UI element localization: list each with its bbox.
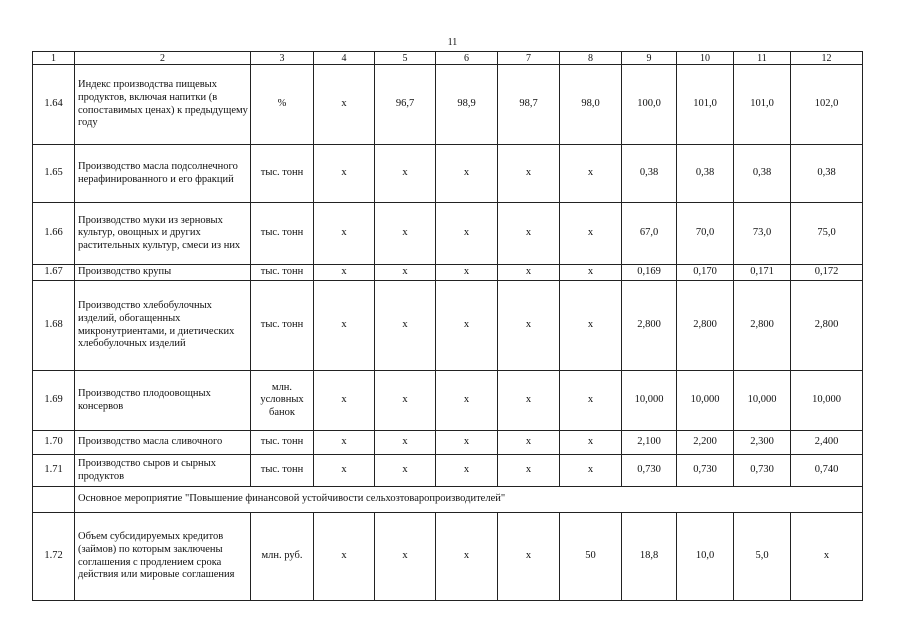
indicator-name: Производство муки из зерновых культур, овощных и других растительных культур, смеси из них: [75, 203, 251, 265]
table-row: [33, 455, 863, 487]
value-cell: х: [314, 455, 375, 487]
value-cell: х: [436, 281, 498, 371]
column-header: 12: [791, 52, 863, 65]
value-cell: 67,0: [622, 203, 677, 265]
value-cell: х: [314, 431, 375, 455]
value-cell: х: [498, 145, 560, 203]
table-row: [33, 431, 863, 455]
value-cell: 0,730: [622, 455, 677, 487]
value-cell: х: [560, 281, 622, 371]
column-header: 11: [734, 52, 791, 65]
page-number: 11: [447, 37, 458, 48]
value-cell: х: [560, 265, 622, 281]
unit-cell: тыс. тонн: [251, 145, 314, 203]
unit-cell: млн. условных банок: [251, 371, 314, 431]
row-number: 1.66: [33, 203, 75, 265]
indicator-name: Производство масла подсолнечного нерафинированного и его фракций: [75, 145, 251, 203]
value-cell: 10,000: [677, 371, 734, 431]
column-header: 2: [75, 52, 251, 65]
column-header: 3: [251, 52, 314, 65]
value-cell: х: [498, 455, 560, 487]
table-row: [33, 65, 863, 145]
value-cell: х: [498, 281, 560, 371]
row-number: 1.64: [33, 65, 75, 145]
indicator-name: Производство плодоовощных консервов: [75, 371, 251, 431]
value-cell: х: [560, 203, 622, 265]
value-cell: х: [498, 371, 560, 431]
value-cell: х: [436, 513, 498, 601]
value-cell: х: [498, 513, 560, 601]
value-cell: х: [436, 203, 498, 265]
value-cell: х: [375, 203, 436, 265]
table-header-row: [33, 52, 863, 65]
indicator-name: Производство масла сливочного: [75, 431, 251, 455]
value-cell: 50: [560, 513, 622, 601]
row-number: 1.72: [33, 513, 75, 601]
row-number: 1.69: [33, 371, 75, 431]
column-header: 7: [498, 52, 560, 65]
value-cell: 2,800: [791, 281, 863, 371]
value-cell: 0,740: [791, 455, 863, 487]
value-cell: 0,38: [622, 145, 677, 203]
empty-cell: [33, 487, 75, 513]
value-cell: х: [375, 513, 436, 601]
value-cell: х: [436, 145, 498, 203]
row-number: 1.71: [33, 455, 75, 487]
value-cell: х: [314, 371, 375, 431]
value-cell: 75,0: [791, 203, 863, 265]
value-cell: 0,730: [677, 455, 734, 487]
value-cell: х: [375, 431, 436, 455]
value-cell: х: [436, 431, 498, 455]
value-cell: 10,0: [677, 513, 734, 601]
value-cell: х: [314, 203, 375, 265]
value-cell: 73,0: [734, 203, 791, 265]
value-cell: 2,100: [622, 431, 677, 455]
section-title: Основное мероприятие "Повышение финансовой устойчивости сельхозтоваропроизводителей": [75, 487, 863, 513]
value-cell: х: [436, 455, 498, 487]
column-header: 10: [677, 52, 734, 65]
indicator-name: Объем субсидируемых кредитов (займов) по которым заключены соглашения с продлением срока действия или мировые соглашения: [75, 513, 251, 601]
table-row: [33, 371, 863, 431]
table-row: [33, 281, 863, 371]
column-header: 5: [375, 52, 436, 65]
unit-cell: тыс. тонн: [251, 431, 314, 455]
table-row: [33, 265, 863, 281]
value-cell: х: [436, 371, 498, 431]
value-cell: х: [375, 455, 436, 487]
value-cell: х: [375, 145, 436, 203]
indicator-name: Индекс производства пищевых продуктов, включая напитки (в сопоставимых ценах) к предыдущему году: [75, 65, 251, 145]
value-cell: 2,800: [677, 281, 734, 371]
unit-cell: тыс. тонн: [251, 455, 314, 487]
section-row: [33, 487, 863, 513]
value-cell: 98,7: [498, 65, 560, 145]
value-cell: 98,9: [436, 65, 498, 145]
value-cell: 2,800: [622, 281, 677, 371]
value-cell: 0,730: [734, 455, 791, 487]
value-cell: 5,0: [734, 513, 791, 601]
value-cell: 18,8: [622, 513, 677, 601]
value-cell: х: [791, 513, 863, 601]
value-cell: 100,0: [622, 65, 677, 145]
column-header: 6: [436, 52, 498, 65]
column-header: 8: [560, 52, 622, 65]
value-cell: х: [560, 145, 622, 203]
unit-cell: тыс. тонн: [251, 203, 314, 265]
value-cell: х: [498, 431, 560, 455]
unit-cell: %: [251, 65, 314, 145]
indicator-name: Производство сыров и сырных продуктов: [75, 455, 251, 487]
value-cell: х: [314, 145, 375, 203]
table-row: [33, 203, 863, 265]
value-cell: 2,200: [677, 431, 734, 455]
unit-cell: млн. руб.: [251, 513, 314, 601]
row-number: 1.65: [33, 145, 75, 203]
value-cell: 0,38: [734, 145, 791, 203]
value-cell: х: [314, 281, 375, 371]
value-cell: 2,800: [734, 281, 791, 371]
value-cell: х: [314, 265, 375, 281]
value-cell: 10,000: [734, 371, 791, 431]
column-header: 9: [622, 52, 677, 65]
value-cell: 101,0: [677, 65, 734, 145]
value-cell: х: [560, 371, 622, 431]
value-cell: 2,400: [791, 431, 863, 455]
value-cell: 0,172: [791, 265, 863, 281]
value-cell: 0,38: [677, 145, 734, 203]
value-cell: х: [436, 265, 498, 281]
value-cell: х: [560, 431, 622, 455]
value-cell: 10,000: [622, 371, 677, 431]
value-cell: х: [375, 281, 436, 371]
value-cell: 101,0: [734, 65, 791, 145]
value-cell: 70,0: [677, 203, 734, 265]
row-number: 1.68: [33, 281, 75, 371]
value-cell: 98,0: [560, 65, 622, 145]
value-cell: х: [314, 513, 375, 601]
indicator-name: Производство хлебобулочных изделий, обогащенных микронутриентами, и диетических хлебобулочных изделий: [75, 281, 251, 371]
value-cell: 102,0: [791, 65, 863, 145]
column-header: 4: [314, 52, 375, 65]
value-cell: х: [560, 455, 622, 487]
value-cell: 10,000: [791, 371, 863, 431]
value-cell: х: [375, 265, 436, 281]
value-cell: 2,300: [734, 431, 791, 455]
value-cell: х: [498, 265, 560, 281]
value-cell: 0,170: [677, 265, 734, 281]
indicator-name: Производство крупы: [75, 265, 251, 281]
table-row: [33, 513, 863, 601]
value-cell: х: [314, 65, 375, 145]
value-cell: х: [375, 371, 436, 431]
column-header: 1: [33, 52, 75, 65]
unit-cell: тыс. тонн: [251, 265, 314, 281]
table-row: [33, 145, 863, 203]
value-cell: 0,171: [734, 265, 791, 281]
value-cell: х: [498, 203, 560, 265]
value-cell: 96,7: [375, 65, 436, 145]
row-number: 1.67: [33, 265, 75, 281]
indicators-table: [32, 51, 863, 601]
value-cell: 0,38: [791, 145, 863, 203]
unit-cell: тыс. тонн: [251, 281, 314, 371]
value-cell: 0,169: [622, 265, 677, 281]
row-number: 1.70: [33, 431, 75, 455]
